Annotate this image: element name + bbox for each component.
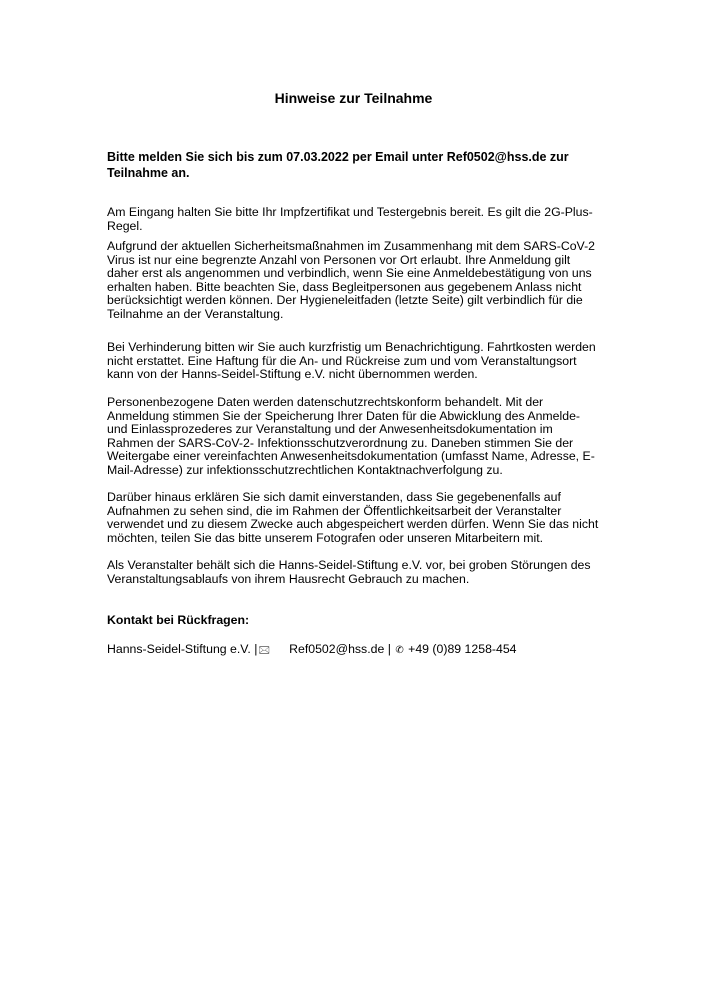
contact-email: Ref0502@hss.de | bbox=[289, 642, 391, 656]
paragraph-data-protection: Personenbezogene Daten werden datenschutzrechtskonform behandelt. Mit der Anmeldung stimmen Sie der Speicherung Ihrer Daten für die Abwicklung des Anmelde- und Einlassprozederes zur Veranstaltung und der Anwesenheitsdokumentation im Rahmen der SARS-CoV-2- Infektionsschutzverordnung zu. Daneben stimmen Sie der Weitergabe einer vereinfachten Anwesenheitsdokumentation (umfasst Name, Adresse, E-Mail-Adresse) zur infektionsschutzrechtlichen Kontaktnachverfolgung zu. bbox=[107, 395, 595, 477]
paragraph-photo-consent: Darüber hinaus erklären Sie sich damit einverstanden, dass Sie gegebenenfalls auf Aufnahmen zu sehen sind, die im Rahmen der Öffentlichkeitsarbeit der Veranstalter verwendet und zu diesem Zwecke auch abgespeichert werden dürfen. Wenn Sie das nicht möchten, teilen Sie das bitte unserem Fotografen oder unseren Mitarbeitern mit. bbox=[107, 490, 599, 545]
envelope-icon: 🖂 bbox=[258, 645, 271, 656]
paragraph-safety-measures: Aufgrund der aktuellen Sicherheitsmaßnahmen im Zusammenhang mit dem SARS-CoV-2 Virus ist nur eine begrenzte Anzahl von Personen vor Ort erlaubt. Ihre Anmeldung gilt daher erst als angenommen und verbindlich, wenn Sie eine Anmeldebestätigung von uns erhalten haben. Bitte beachten Sie, dass Begleitpersonen aus gegebenem Anlass nicht berücksichtigt werden können. Der Hygieneleitfaden (letzte Seite) gilt verbindlich für die Teilnahme an der Veranstaltung. bbox=[107, 239, 596, 321]
phone-icon: ✆ bbox=[395, 645, 404, 656]
paragraph-house-rules: Als Veranstalter behält sich die Hanns-Seidel-Stiftung e.V. vor, bei groben Störungen des Veranstaltungsablaufs von ihrem Hausrecht Gebrauch zu machen. bbox=[107, 558, 591, 586]
paragraph-cancellation: Bei Verhinderung bitten wir Sie auch kurzfristig um Benachrichtigung. Fahrtkosten werden nicht erstattet. Eine Haftung für die An- und Rückreise zum und vom Veranstaltungsort kann von der Hanns-Seidel-Stiftung e.V. nicht übernommen werden. bbox=[107, 340, 596, 381]
registration-notice: Bitte melden Sie sich bis zum 07.03.2022 per Email unter Ref0502@hss.de zur Teilnahme an. bbox=[107, 150, 569, 180]
paragraph-entry-requirements: Am Eingang halten Sie bitte Ihr Impfzertifikat und Testergebnis bereit. Es gilt die 2G-Plus-Regel. bbox=[107, 205, 593, 233]
contact-phone: +49 (0)89 1258-454 bbox=[408, 642, 517, 656]
contact-organization: Hanns-Seidel-Stiftung e.V. | bbox=[107, 642, 258, 656]
contact-line bbox=[107, 642, 517, 658]
page-title: Hinweise zur Teilnahme bbox=[274, 90, 433, 106]
contact-heading: Kontakt bei Rückfragen: bbox=[107, 613, 250, 627]
